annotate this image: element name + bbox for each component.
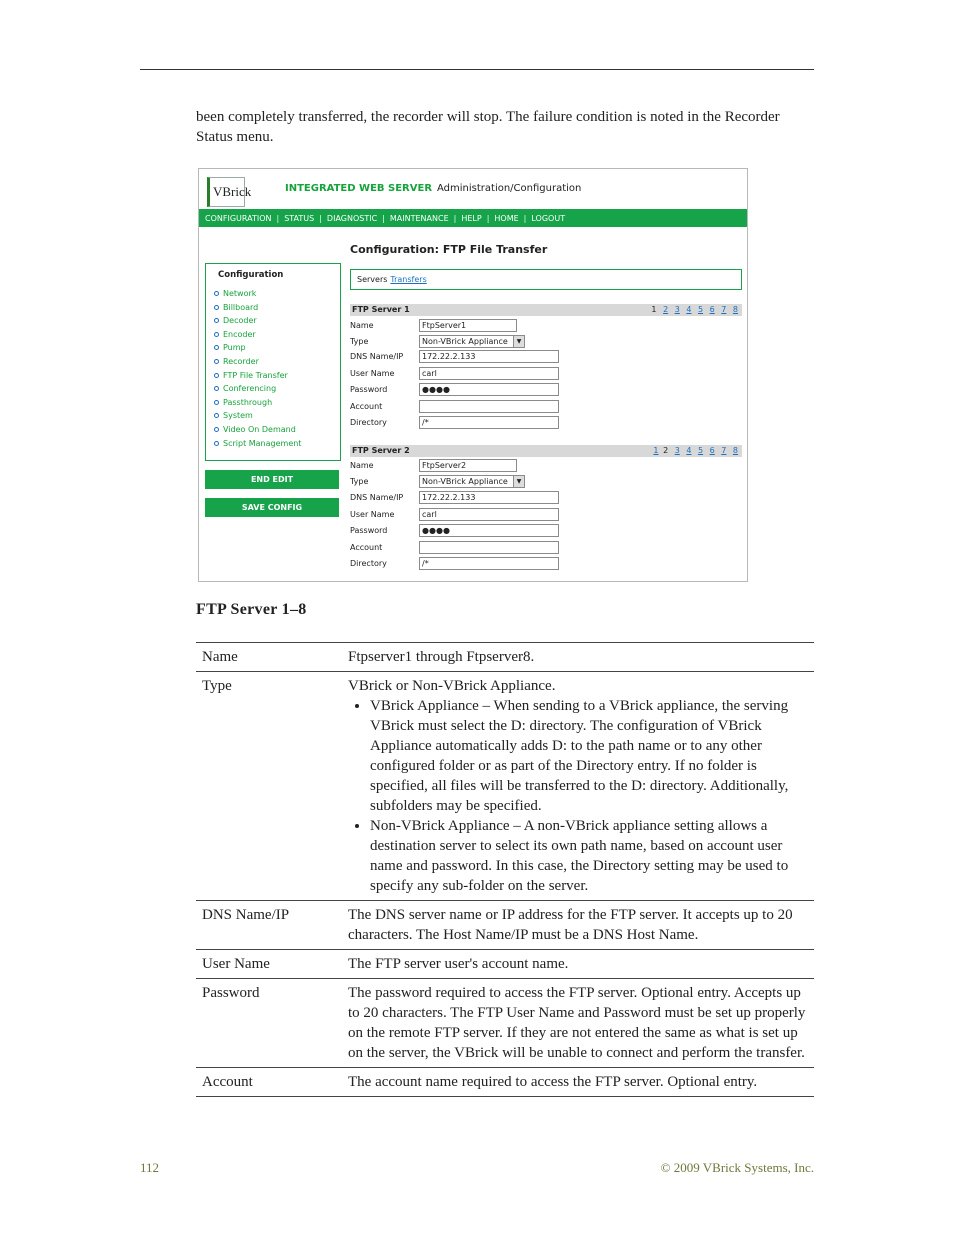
row-description: VBrick or Non-VBrick Appliance. • VBrick Appliance – When sending to a VBrick appliance, the serving VBrick must select the D: directory. The configuration of VBrick Appliance automatically adds D: to the path name or to any other configured folder or as part of the Directory entry. If no folder is specified, all files will be transferred to the D: directory. Additionally, subfolders may be specified. • Non-VBrick Appliance – A non-VBrick appliance setting allows a destination server to select its own path name, based on account user name and password. In this case, the Directory setting may be used to specify any sub-folder on the server. [342,672,814,901]
field-label-password: Password [350,526,388,535]
sidebar-item-decoder[interactable]: Decoder [214,314,301,328]
header-rule [140,69,814,70]
config-sidebar [205,263,341,461]
nav-home[interactable]: HOME [494,213,519,223]
type-bullet-list [348,696,808,896]
bullet-icon [214,359,219,364]
page-number: 112 [140,1160,160,1175]
sidebar-item-system[interactable]: System [214,409,301,423]
row-description: Ftpserver1 through Ftpserver8. [342,643,814,672]
sidebar-item-recorder[interactable]: Recorder [214,355,301,369]
field-label-account: Account [350,402,383,411]
save-config-button[interactable]: SAVE CONFIG [205,498,339,517]
nav-help[interactable]: HELP [461,213,482,223]
tab-box [350,269,742,290]
current-page: 2 [663,446,669,455]
account-input[interactable] [419,400,559,413]
table-row [196,979,814,1068]
user-name-input[interactable]: carl [419,508,559,521]
row-description: The account name required to access the FTP server. Optional entry. [342,1068,814,1097]
page-link[interactable]: 7 [721,446,727,455]
field-label-type: Type [350,477,369,486]
bullet-icon [214,305,219,310]
page-link[interactable]: 1 [653,446,659,455]
field-label-dns: DNS Name/IP [350,493,404,502]
server-title: FTP Server 1 [352,305,410,314]
field-label-type: Type [350,337,369,346]
nav-logout[interactable]: LOGOUT [531,213,566,223]
bullet-icon [214,400,219,405]
row-label: Account [196,1068,342,1097]
sidebar-item-passthrough[interactable]: Passthrough [214,396,301,410]
page-link[interactable]: 7 [721,305,727,314]
bullet-icon [214,345,219,350]
sidebar-item-billboard[interactable]: Billboard [214,301,301,315]
list-item: • VBrick Appliance – When sending to a VBrick appliance, the serving VBrick must select the D: directory. The configuration of VBrick Appliance automatically adds D: to the path name or to any other configured folder or as part of the Directory entry. If no folder is specified, all files will be transferred to the D: directory. Additionally, subfolders may be specified. [370,696,808,816]
name-input[interactable]: FtpServer1 [419,319,517,332]
bullet-icon [214,318,219,323]
row-description: The FTP server user's account name. [342,950,814,979]
dns-input[interactable]: 172.22.2.133 [419,491,559,504]
row-label: Password [196,979,342,1068]
nav-diagnostic[interactable]: DIAGNOSTIC [326,213,378,223]
vbrick-logo: VBrick [207,177,245,207]
table-row [196,901,814,950]
sidebar-item-ftp-file-transfer[interactable]: FTP File Transfer [214,369,301,383]
field-label-account: Account [350,543,383,552]
intro-paragraph: been completely transferred, the recorder will stop. The failure condition is noted in the Recorder Status menu. [196,109,780,145]
page-link[interactable]: 6 [709,446,715,455]
section-heading: FTP Server 1–8 [196,601,307,618]
nav-status[interactable]: STATUS [284,213,315,223]
sidebar-item-pump[interactable]: Pump [214,341,301,355]
bullet-icon [214,386,219,391]
sidebar-title: Configuration [218,270,284,280]
bullet-icon [214,427,219,432]
dns-input[interactable]: 172.22.2.133 [419,350,559,363]
sidebar-item-network[interactable]: Network [214,287,301,301]
ftp-server-1-header [350,304,742,316]
table-row [196,672,814,901]
copyright: © 2009 VBrick Systems, Inc. [660,1160,814,1175]
sidebar-item-conferencing[interactable]: Conferencing [214,382,301,396]
row-label: Type [196,672,342,901]
web-server-screenshot [198,168,748,582]
nav-bar: CONFIGURATION | STATUS | DIAGNOSTIC | MAINTENANCE | HELP | HOME | LOGOUT [199,209,747,227]
account-input[interactable] [419,541,559,554]
field-label-name: Name [350,321,374,330]
password-input[interactable]: ●●●● [419,383,559,396]
page-link[interactable]: 4 [686,305,692,314]
row-label: User Name [196,950,342,979]
row-label: Name [196,643,342,672]
bullet-icon [214,373,219,378]
page-link[interactable]: 6 [709,305,715,314]
type-select[interactable]: Non-VBrick Appliance ▼ [419,335,525,348]
field-label-user: User Name [350,369,395,378]
sidebar-item-script-management[interactable]: Script Management [214,437,301,451]
row-description: The DNS server name or IP address for the FTP server. It accepts up to 20 characters. The Host Name/IP must be a DNS Host Name. [342,901,814,950]
page-title: Configuration: FTP File Transfer [350,243,548,256]
sidebar-item-encoder[interactable]: Encoder [214,328,301,342]
type-select[interactable]: Non-VBrick Appliance ▼ [419,475,525,488]
ftp-server-2-header [350,445,742,457]
bullet-icon [214,332,219,337]
app-title: INTEGRATED WEB SERVER [285,183,433,194]
sidebar-item-video-on-demand[interactable]: Video On Demand [214,423,301,437]
page-link[interactable]: 2 [663,305,669,314]
page-link[interactable]: 5 [697,446,704,455]
user-name-input[interactable]: carl [419,367,559,380]
directory-input[interactable]: /* [419,416,559,429]
app-subtitle: Administration/Configuration [437,183,582,194]
page-link[interactable]: 4 [686,446,692,455]
dropdown-arrow-icon[interactable]: ▼ [513,476,524,487]
bullet-icon [214,441,219,446]
field-label-dns: DNS Name/IP [350,352,404,361]
field-label-directory: Directory [350,559,387,568]
tab-transfers[interactable]: Transfers [390,275,427,284]
page-link[interactable]: 8 [732,446,738,455]
nav-maintenance[interactable]: MAINTENANCE [389,213,449,223]
bullet-icon [214,291,219,296]
page-link[interactable]: 3 [674,446,680,455]
page-link[interactable]: 5 [697,305,704,314]
field-label-user: User Name [350,510,395,519]
table-row [196,1068,814,1097]
field-label-password: Password [350,385,388,394]
page-link[interactable]: 8 [732,305,738,314]
table-row [196,950,814,979]
page-link[interactable]: 3 [674,305,680,314]
nav-configuration[interactable]: CONFIGURATION [205,213,272,223]
field-label-name: Name [350,461,374,470]
password-input[interactable]: ●●●● [419,524,559,537]
field-description-table [196,642,814,1097]
dropdown-arrow-icon[interactable]: ▼ [513,336,524,347]
field-label-directory: Directory [350,418,387,427]
end-edit-button[interactable]: END EDIT [205,470,339,489]
server-pager [647,304,738,316]
row-label: DNS Name/IP [196,901,342,950]
table-row [196,643,814,672]
list-item: • Non-VBrick Appliance – A non-VBrick appliance setting allows a destination server to select its own path name, based on account user name and password. In this case, the Directory setting may be used to specify any sub-folder on the server. [370,816,808,896]
directory-input[interactable]: /* [419,557,559,570]
server-title: FTP Server 2 [352,446,410,455]
server-pager [649,445,738,457]
current-page: 1 [651,305,657,314]
name-input[interactable]: FtpServer2 [419,459,517,472]
row-description: The password required to access the FTP server. Optional entry. Accepts up to 20 characters. The FTP User Name and Password must be set up properly on the remote FTP server. If they are not entered the same as what is set up on the server, the VBrick will be unable to connect and perform the transfer. [342,979,814,1068]
tab-servers[interactable]: Servers [357,275,388,284]
bullet-icon [214,413,219,418]
